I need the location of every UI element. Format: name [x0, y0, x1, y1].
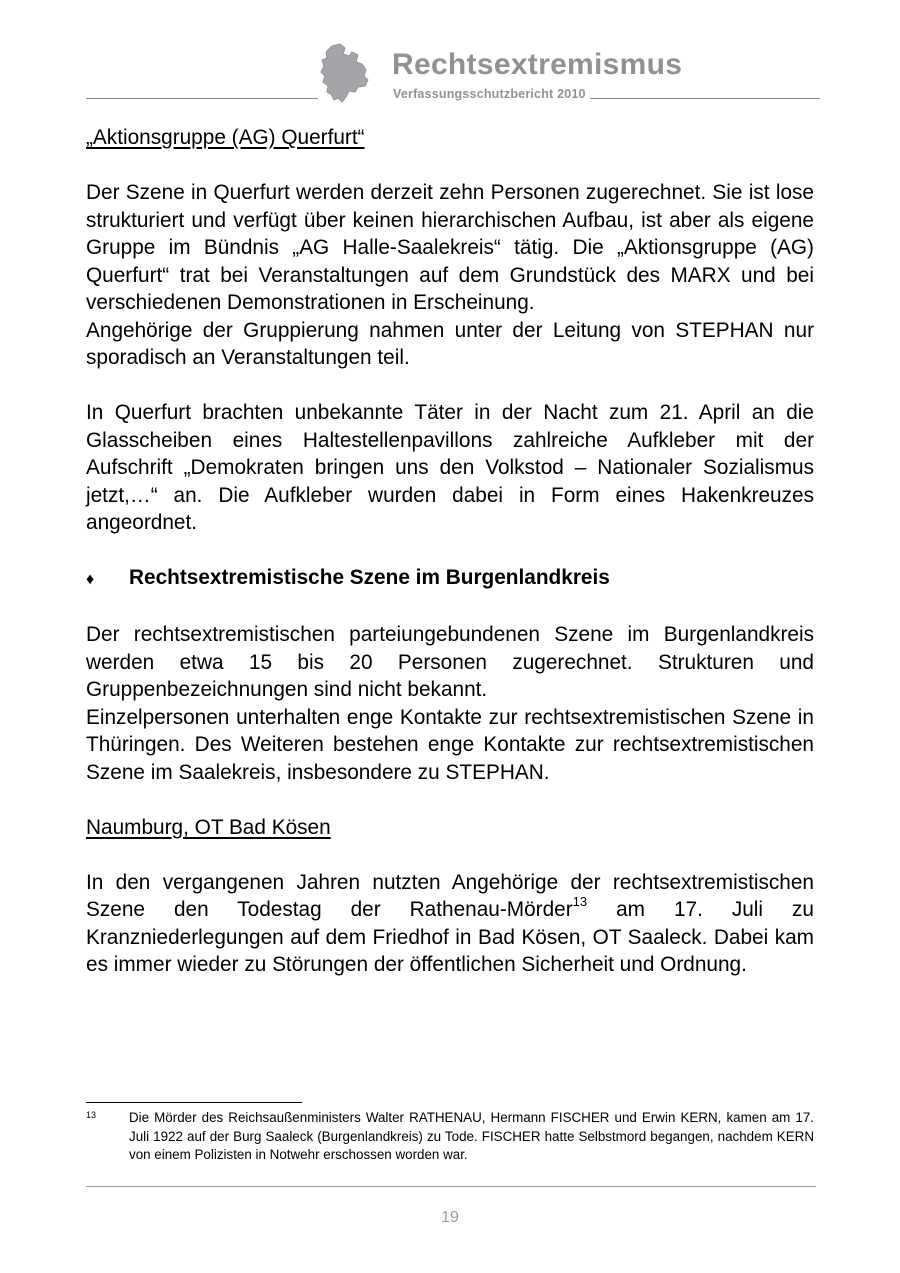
sachsen-anhalt-map-icon [318, 42, 374, 104]
header-title: Rechtsextremismus [392, 48, 683, 81]
burgenland-heading-text: Rechtsextremistische Szene im Burgenlandkreis [129, 566, 610, 589]
footnote-separator [86, 1102, 302, 1103]
footnote [86, 1109, 814, 1165]
section-heading-burgenlandkreis [86, 564, 814, 594]
paragraph: Einzelpersonen unterhalten enge Kontakte zur rechtsextremistischen Szene in Thüringen. Des Weiteren bestehen enge Kontakte zur rechtsextremistischen Szene im Saalekreis, insbesondere zu STEPHAN. [86, 705, 814, 784]
querfurt-heading-text: „Aktionsgruppe (AG) Querfurt“ [86, 126, 365, 149]
paragraph-text: In den vergangenen Jahren nutzten Angehörige der rechtsextremistischen Szene den Todestag der Rathenau-Mörder [86, 870, 814, 921]
header-subtitle: Verfassungsschutzbericht 2010 [393, 87, 586, 101]
header-rule-left [86, 98, 318, 99]
footer-rule [86, 1186, 816, 1187]
footnote-text: Die Mörder des Reichsaußenministers Walter RATHENAU, Hermann FISCHER und Erwin KERN, kamen am 17. Juli 1922 auf der Burg Saaleck (Burgenlandkreis) zu Tode. FISCHER hatte Selbstmord begangen, nachdem KERN von einem Polizisten in Notwehr erschossen worden war. [129, 1110, 814, 1162]
paragraph: Der rechtsextremistischen parteiungebundenen Szene im Burgenlandkreis werden etwa 15 bis 20 Personen zugerechnet. Strukturen und Gruppenbezeichnungen sind nicht bekannt. [86, 623, 814, 701]
page-number: 19 [441, 1209, 459, 1226]
paragraph: Angehörige der Gruppierung nahmen unter der Leitung von STEPHAN nur sporadisch an Veranstaltungen teil. [86, 318, 814, 369]
paragraph: Der Szene in Querfurt werden derzeit zehn Personen zugerechnet. Sie ist lose strukturiert und verfügt über keinen hierarchischen Aufbau, ist aber als eigene Gruppe im Bündnis „AG Halle-Saalekreis“ tätig. Die „Aktionsgruppe (AG) Querfurt“ trat bei Veranstaltungen auf dem Grundstück des MARX und bei verschiedenen Demonstrationen in Erscheinung. [86, 181, 814, 314]
page-body [86, 124, 814, 979]
paragraph-text: am 17. Juli zu Kranzniederlegungen auf dem Friedhof in Bad Kösen, OT Saaleck. Dabei kam es immer wieder zu Störungen der öffentlichen Sicherheit und Ordnung. [86, 898, 814, 976]
paragraph: In Querfurt brachten unbekannte Täter in der Nacht zum 21. April an die Glasscheiben eines Haltestellenpavillons zahlreiche Aufkleber mit der Aufschrift „Demokraten bringen uns den Volkstod – Nationaler Sozialismus jetzt,…“ an. Die Aufkleber wurden dabei in Form eines Hakenkreuzes angeordnet. [86, 401, 814, 534]
diamond-bullet-icon: ♦ [86, 571, 95, 588]
header-rule-right [590, 98, 820, 99]
naumburg-heading-text: Naumburg, OT Bad Kösen [86, 815, 331, 839]
footnote-reference[interactable]: 13 [572, 894, 588, 910]
paragraph [86, 869, 814, 979]
section-heading-naumburg [86, 814, 814, 842]
footnote-number: 13 [86, 1110, 97, 1120]
section-heading-querfurt [86, 124, 814, 152]
